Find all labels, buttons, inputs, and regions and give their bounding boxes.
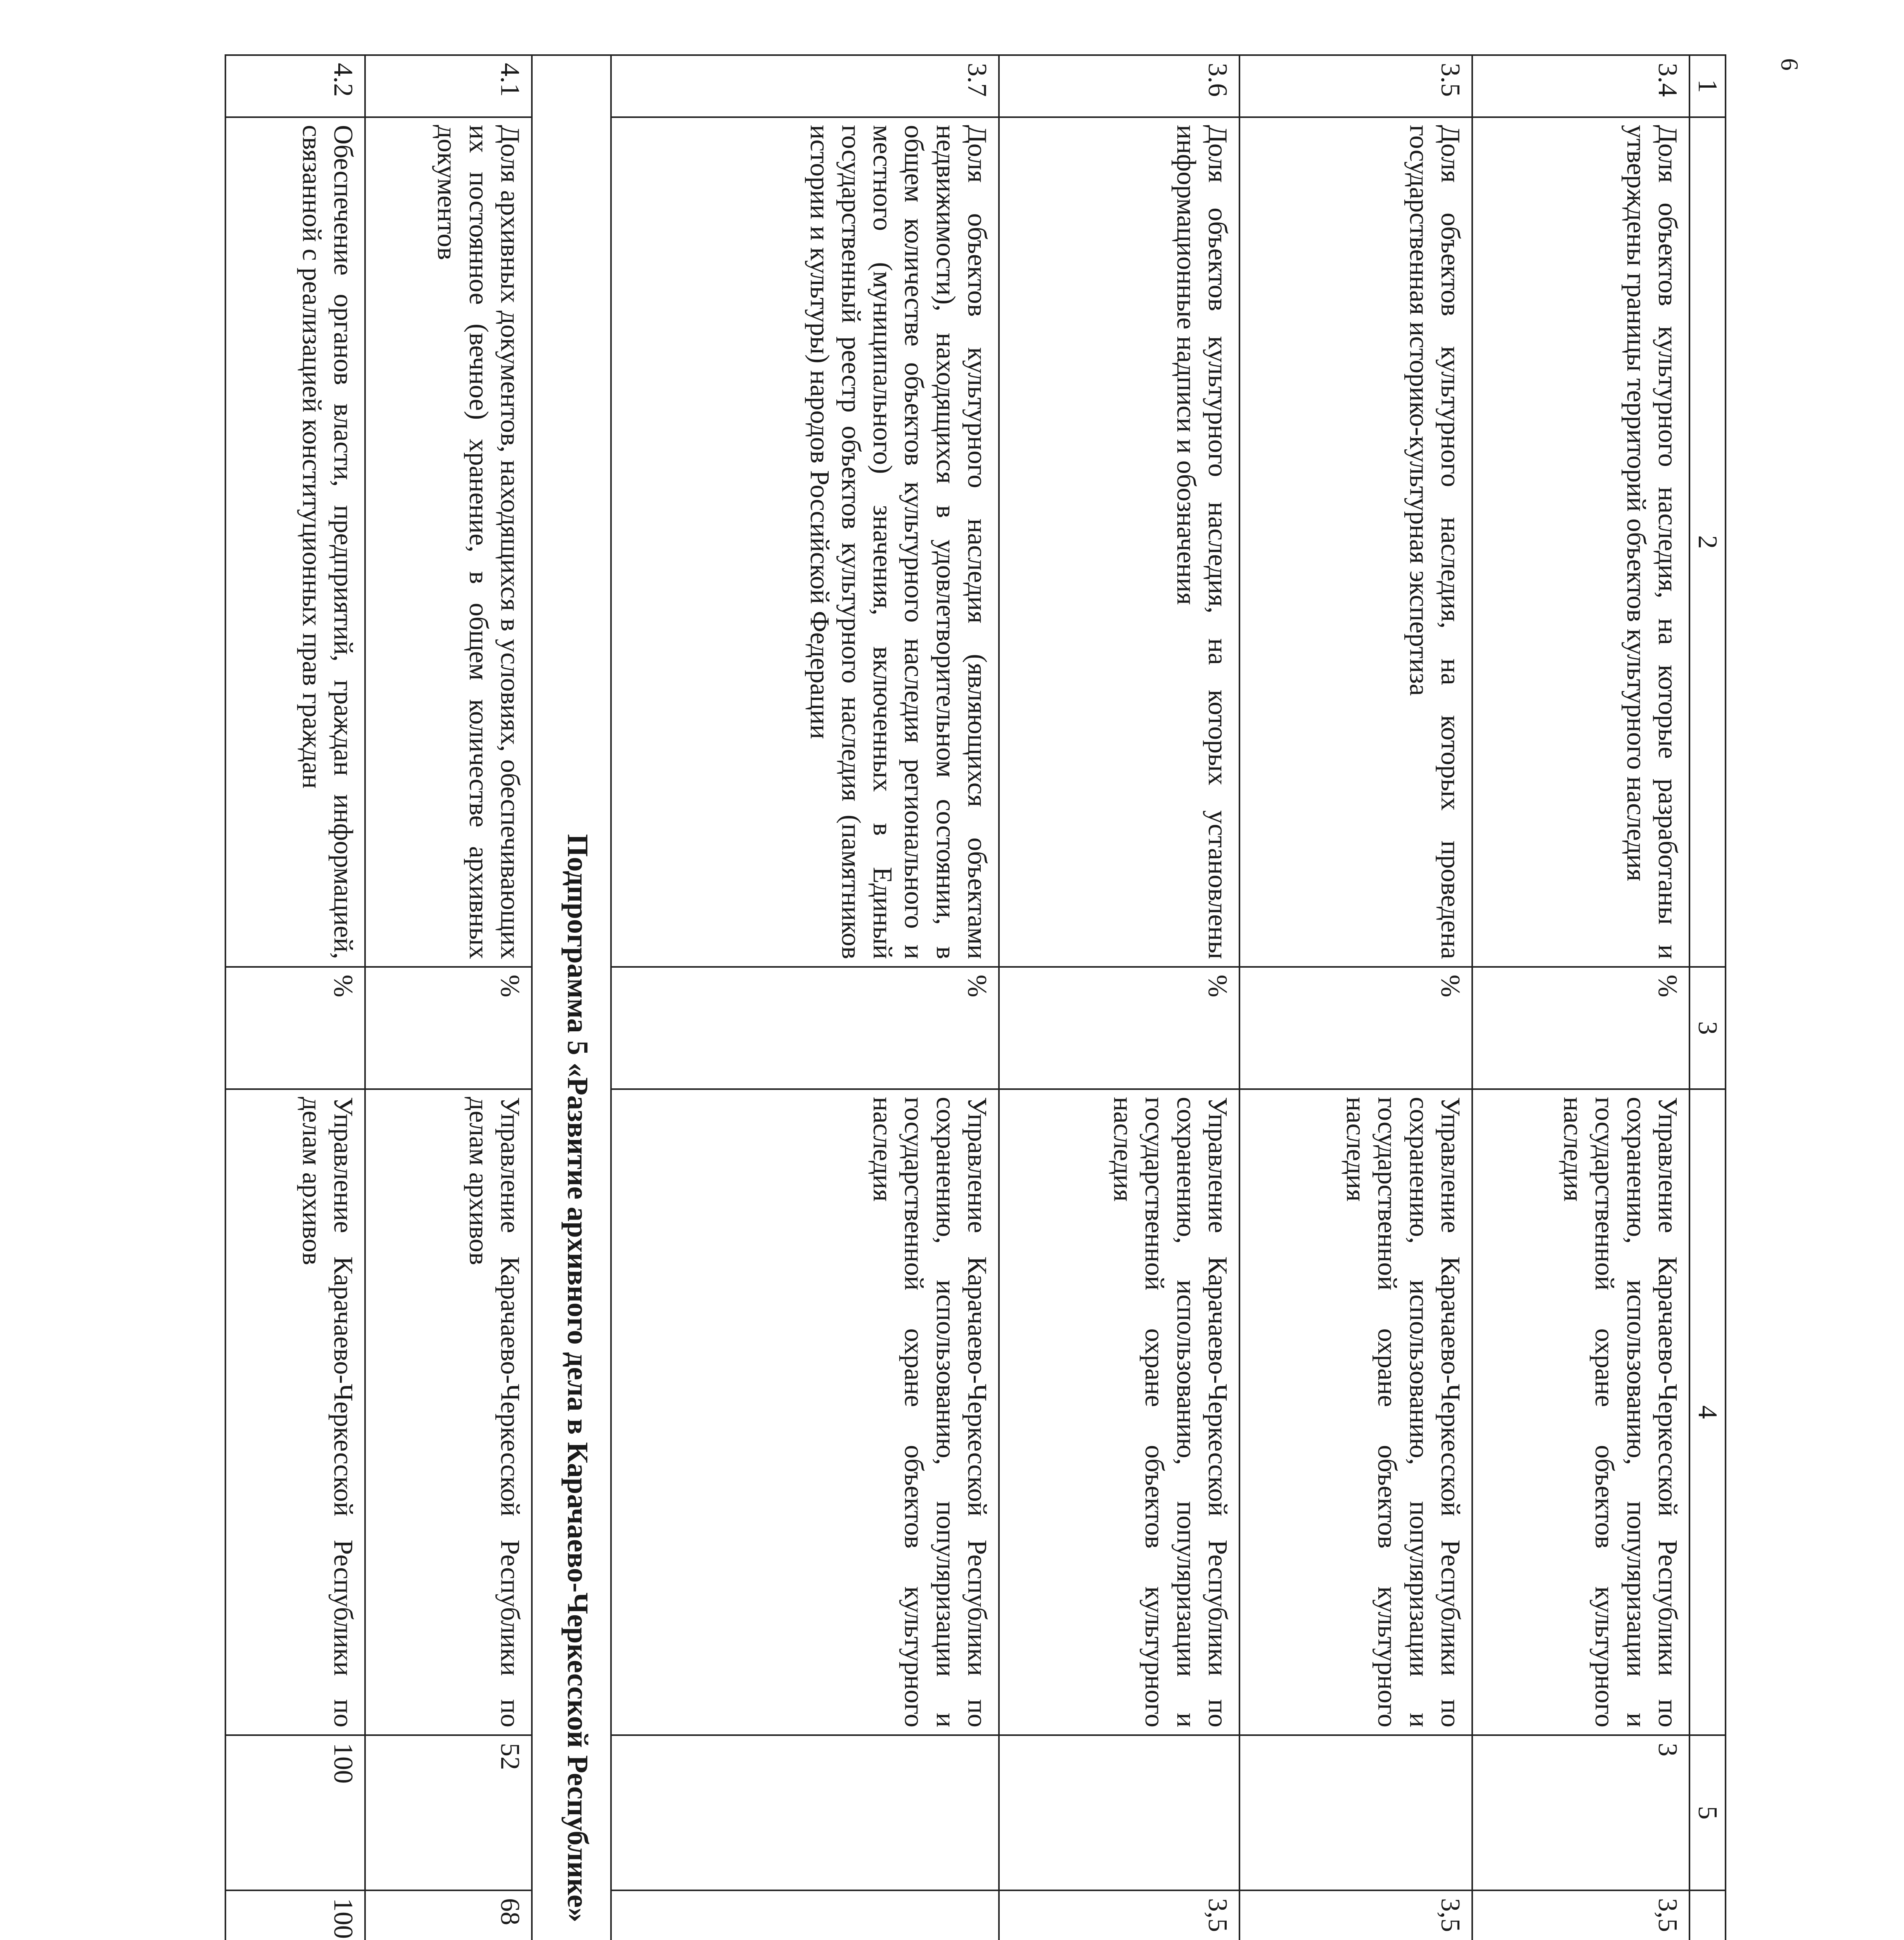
header-cell-col3: 3 (1689, 967, 1726, 1089)
indicator-name: Доля объектов культурного наследия, на которых проведена государственная историко-культурная экспертиза (1239, 117, 1472, 967)
table-row (1472, 55, 1689, 1940)
subprogram-row (532, 55, 611, 1940)
executor-cell: Управление Карачаево-Черкесской Республики по делам архивов (365, 1089, 532, 1735)
header-cell-col4: 4 (1689, 1089, 1726, 1735)
row-number: 4.1 (365, 55, 532, 117)
executor-cell: Управление Карачаево-Черкесской Республики по сохранению, использованию, популяризации и государственной охране объектов культурного наследия (1472, 1089, 1689, 1735)
value-cell: 3,5 (999, 1890, 1239, 1940)
header-cell-col1: 1 (1689, 55, 1726, 117)
indicator-name: Доля объектов культурного наследия, на которых установлены информационные надписи и обозначения (999, 117, 1239, 967)
indicator-name: Доля архивных документов, находящихся в условиях, обеспечивающих их постоянное (вечное) хранение, в общем количестве архивных документов (365, 117, 532, 967)
unit-cell: % (999, 967, 1239, 1089)
value-cell: 3,5 (1239, 1890, 1472, 1940)
value-cell (1239, 1735, 1472, 1890)
executor-cell: Управление Карачаево-Черкесской Республики по делам архивов (225, 1089, 365, 1735)
table-row (225, 55, 365, 1940)
value-cell (999, 1735, 1239, 1890)
value-cell (611, 1735, 999, 1890)
value-cell: 100 (225, 1735, 365, 1890)
unit-cell: % (611, 967, 999, 1089)
header-cell-col5: 5 (1689, 1735, 1726, 1890)
row-number: 3.7 (611, 55, 999, 117)
value-cell: 68 (365, 1890, 532, 1940)
table-row (365, 55, 532, 1940)
unit-cell: % (1472, 967, 1689, 1089)
row-number: 3.5 (1239, 55, 1472, 117)
value-cell (611, 1890, 999, 1940)
subprogram-title: Подпрограмма 5 «Развитие архивного дела в Карачаево-Черкесской Республике» (532, 55, 611, 1940)
table-row (611, 55, 999, 1940)
indicator-name: Доля объектов культурного наследия, на которые разработаны и утверждены границы территорий объектов культурного наследия (1472, 117, 1689, 967)
value-cell: 3,5 (1472, 1890, 1689, 1940)
table-row (1239, 55, 1472, 1940)
row-number: 4.2 (225, 55, 365, 117)
value-cell: 100 (225, 1890, 365, 1940)
executor-cell: Управление Карачаево-Черкесской Республики по сохранению, использованию, популяризации и государственной охране объектов культурного наследия (611, 1089, 999, 1735)
rotated-table-wrapper (144, 54, 1726, 1940)
page-number: 6 (1776, 58, 1804, 71)
unit-cell: % (225, 967, 365, 1089)
value-cell: 3 (1472, 1735, 1689, 1890)
unit-cell: % (1239, 967, 1472, 1089)
indicator-name: Обеспечение органов власти, предприятий, граждан информацией, связанной с реализацией конституционных прав граждан (225, 117, 365, 967)
header-row (1689, 55, 1726, 1940)
row-number: 3.6 (999, 55, 1239, 117)
header-cell-col6 (1689, 1890, 1726, 1940)
unit-cell: % (365, 967, 532, 1089)
indicator-name: Доля объектов культурного наследия (являющихся объектами недвижимости), находящихся в удовлетворительном состоянии, в общем количестве объектов культурного наследия регионального и местного (муниципального) значения, включенных в Единый государственный реестр объектов культурного наследия (памятников истории и культуры) народов Российской Федерации (611, 117, 999, 967)
row-number: 3.4 (1472, 55, 1689, 117)
table-row (999, 55, 1239, 1940)
indicators-table (225, 54, 1726, 1940)
executor-cell: Управление Карачаево-Черкесской Республики по сохранению, использованию, популяризации и государственной охране объектов культурного наследия (1239, 1089, 1472, 1735)
value-cell: 52 (365, 1735, 532, 1890)
executor-cell: Управление Карачаево-Черкесской Республики по сохранению, использованию, популяризации и государственной охране объектов культурного наследия (999, 1089, 1239, 1735)
header-cell-col2: 2 (1689, 117, 1726, 967)
